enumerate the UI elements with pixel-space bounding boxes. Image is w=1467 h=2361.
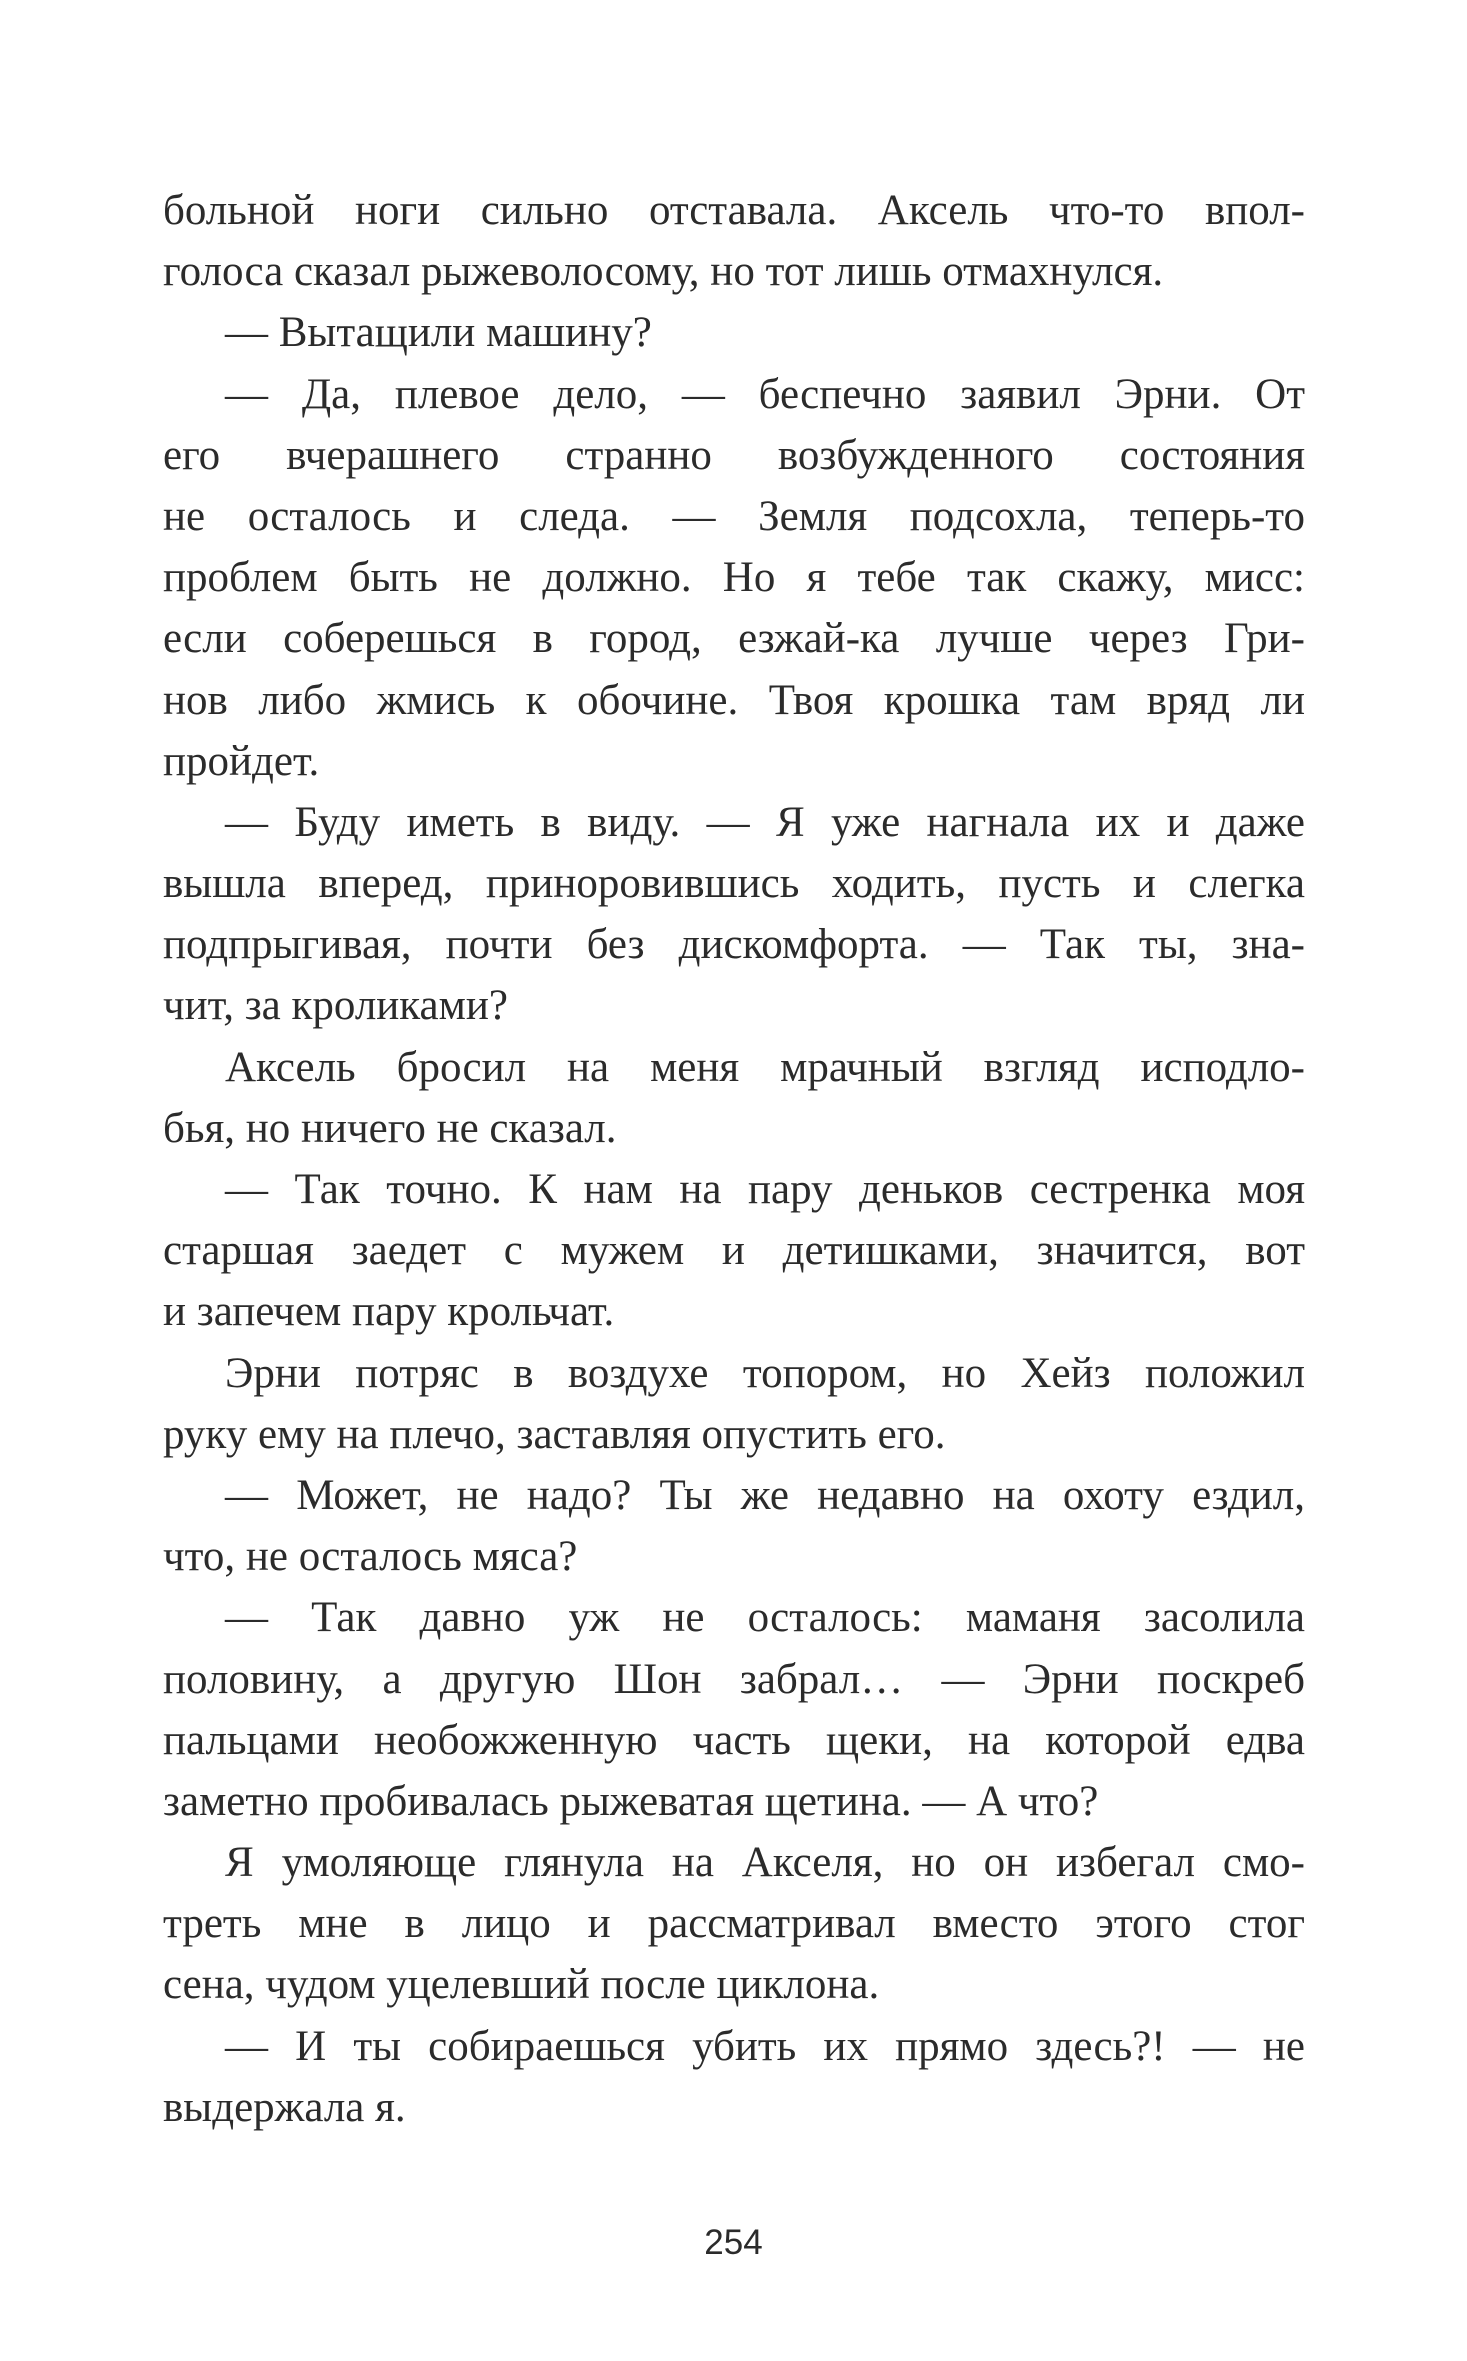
text-line: сена, чудом уцелевший после циклона. xyxy=(163,1961,880,2009)
text-line: руку ему на плечо, заставляя опустить его. xyxy=(163,1410,946,1458)
text-line: его вчерашнего странно возбужденного состояния xyxy=(163,431,1305,479)
text-line: — Так давно уж не осталось: маманя засолила xyxy=(225,1594,1305,1642)
text-line: подпрыгивая, почти без дискомфорта. — Так ты, зна- xyxy=(163,921,1305,969)
text-line: чит, за кроликами? xyxy=(163,982,508,1030)
text-line: нов либо жмись к обочине. Твоя крошка там вряд ли xyxy=(163,676,1305,724)
text-line: — И ты собираешься убить их прямо здесь?! — не xyxy=(225,2022,1305,2070)
text-line: — Вытащили машину? xyxy=(225,309,652,357)
text-line: больной ноги сильно отставала. Аксель что-то впол- xyxy=(163,187,1305,234)
text-line: выдержала я. xyxy=(163,2083,406,2131)
text-line: треть мне в лицо и рассматривал вместо этого стог xyxy=(163,1900,1305,1948)
text-line: старшая заедет с мужем и детишками, значится, вот xyxy=(163,1227,1305,1275)
text-line: пальцами необожженную часть щеки, на которой едва xyxy=(163,1716,1305,1764)
text-line: и запечем пару крольчат. xyxy=(163,1288,615,1336)
text-line: заметно пробивалась рыжеватая щетина. — А что? xyxy=(163,1777,1099,1825)
text-line: Аксель бросил на меня мрачный взгляд исподло- xyxy=(225,1043,1305,1091)
text-line: — Буду иметь в виду. — Я уже нагнала их и даже xyxy=(225,798,1305,846)
text-line: вышла вперед, приноровившись ходить, пусть и слегка xyxy=(163,860,1305,908)
body-text xyxy=(163,180,1305,2138)
text-line: Эрни потряс в воздухе топором, но Хейз положил xyxy=(225,1349,1305,1397)
text-line: половину, а другую Шон забрал… — Эрни поскреб xyxy=(163,1655,1305,1703)
text-line: голоса сказал рыжеволосому, но тот лишь отмахнулся. xyxy=(163,248,1164,296)
page-number: 254 xyxy=(704,2223,763,2262)
text-line: что, не осталось мяса? xyxy=(163,1533,578,1581)
text-line: если соберешься в город, езжай-ка лучше через Гри- xyxy=(163,615,1305,663)
text-line: проблем быть не должно. Но я тебе так скажу, мисс: xyxy=(163,554,1305,602)
text-line: — Да, плевое дело, — беспечно заявил Эрни. От xyxy=(225,370,1305,418)
text-line: — Может, не надо? Ты же недавно на охоту ездил, xyxy=(225,1471,1305,1519)
text-line: Я умоляюще глянула на Акселя, но он избегал смо- xyxy=(225,1839,1305,1887)
text-line: — Так точно. К нам на пару деньков сестренка моя xyxy=(225,1166,1305,1213)
text-line: бья, но ничего не сказал. xyxy=(163,1104,617,1152)
text-line: пройдет. xyxy=(163,737,320,785)
text-line: не осталось и следа. — Земля подсохла, теперь-то xyxy=(163,492,1305,540)
